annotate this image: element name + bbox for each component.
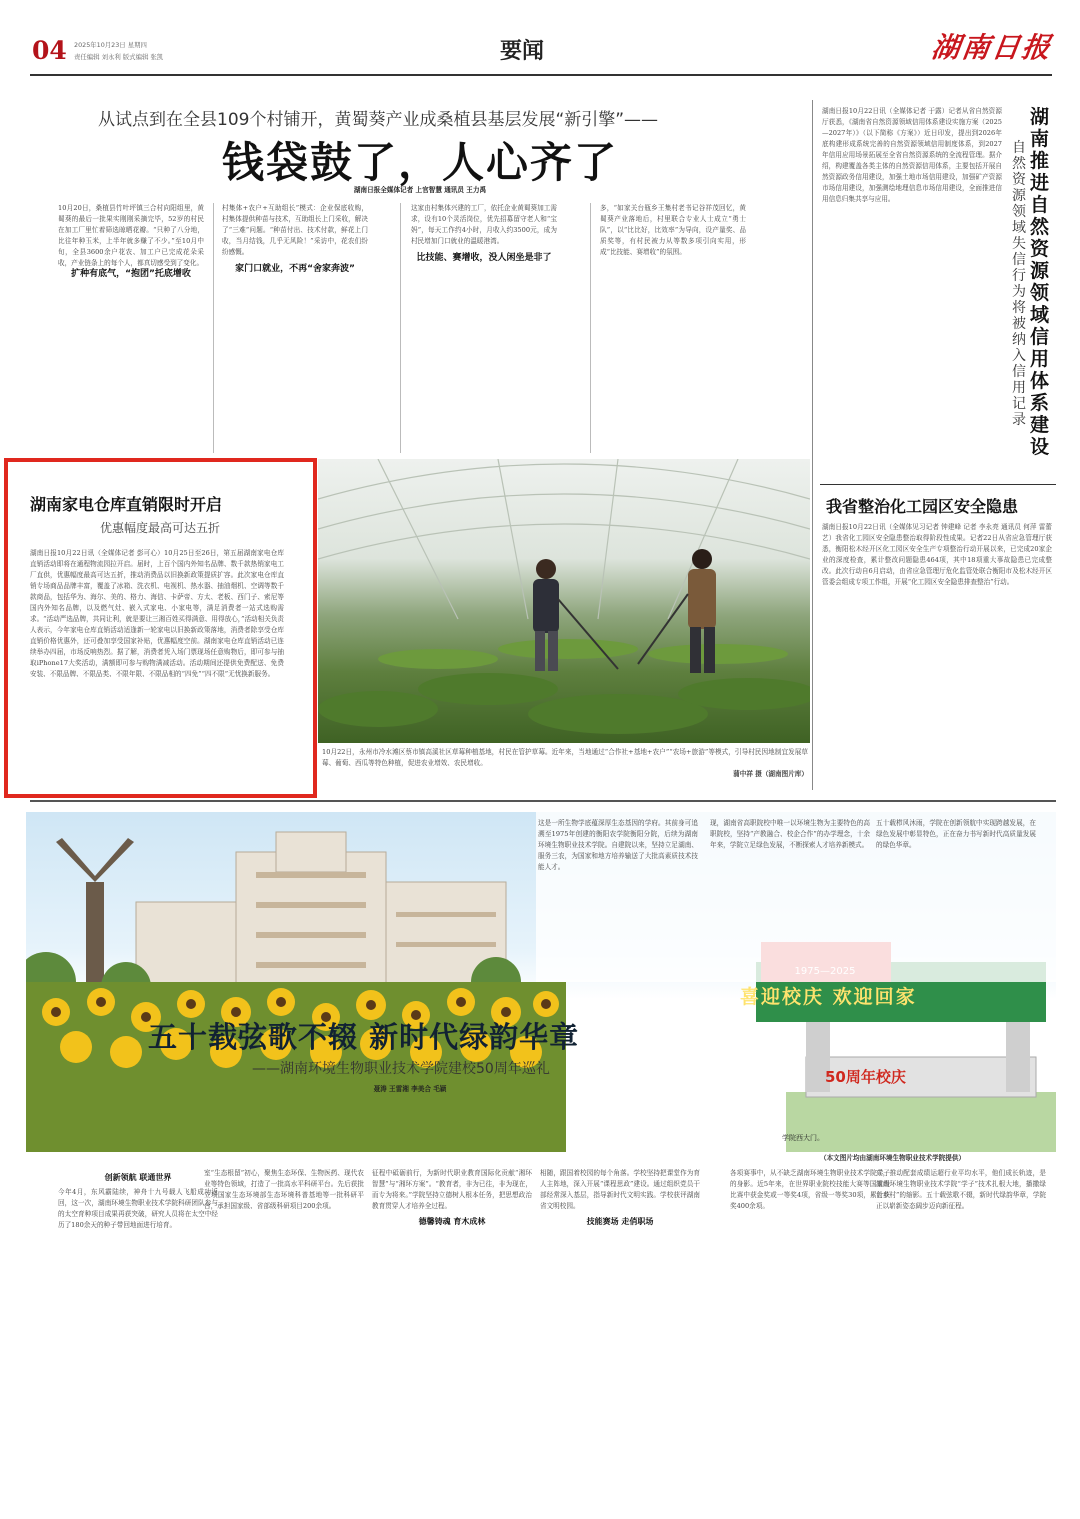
lead-kicker: 从试点到在全县109个村铺开，黄蜀葵产业成桑植县基层发展“新引擎”—— [98, 110, 659, 130]
newspaper-logo: 湖南日报 [929, 31, 1055, 64]
feature-subheadline: ——湖南环境生物职业技术学院建校50周年巡礼 [252, 1061, 550, 1077]
anniversary-sign: 50周年校庆 [825, 1068, 906, 1086]
right-rule [820, 484, 1056, 485]
feature-subhead-2: 德馨铸魂 育木成林 [418, 1217, 486, 1226]
section-title: 要闻 [500, 39, 545, 64]
lead-paragraph: 10月20日，桑植县竹叶坪镇三合村向阳组里，黄蜀葵的最后一批果实刚刚采摘完毕，52岁的村民在加工厂里忙着筛选晾晒花瓣。“只种了八分地，比往年种玉米，上半年就多赚了不少。”至10月中旬，全县3600余户花农、加工户已完成花朵采收，产业链条上的每个人，都真切感受到了变化。 [58, 204, 204, 267]
feature-column-2 [204, 1168, 364, 1510]
lead-paragraph: 村集体+农户+互助组长”模式：企业保底收购，村集体提供种苗与技术，互助组长上门采收，解决了“三难”问题。“种苗付出、技术付款，鲜花上门收，当月结钱，几乎无风险！”采访中，花农们纷纷感慨。 [222, 204, 368, 256]
anniversary-banner: 喜迎校庆 欢迎回家 [740, 986, 917, 1008]
lead-column-2 [222, 203, 368, 453]
right-vertical-subheadline: 自然资源领域失信行为将被纳入信用记录 [1012, 140, 1026, 428]
right-article-body: 湖南日报10月22日讯（全媒体记者 于露）记者从省自然资源厅获悉，《湖南省自然资源领域信用体系建设实施方案（2025—2027年）》（以下简称《方案》）近日印发，提出到2026年底构建形成系统完善的自然资源领域信用制度体系，到2027年信用应用场景拓展至全省自然资源系统的全流程管理。据介绍，构建覆盖各类主体的自然资源信用体系，主要包括开展自然资源政务信用建设，加强土地市场信用建设，加强矿产资源市场信用建设，加强测绘地理信息市场信用建设，全面推进信用信息归集共享与应用。 [822, 107, 1002, 203]
lead-paragraph: 这家由村集体兴建的工厂，依托企业黄蜀葵加工需求，设有10个灵活岗位，优先招募留守老人和“宝妈”，每天工作约4小时，月收入约3500元，成为村民增加门口就业的温暖港湾。 [411, 204, 557, 245]
feature-paragraph: 式，推动配套成绩运超行业平均水平，他们成长轨迹，是湖南环境生物职业技术学院“学子”技术扎根大地，播撒绿色乡村”的缩影。五十载弦歌不辍，新时代绿韵华章，学院正以崭新姿态阔步迈向新征程。 [876, 1169, 1046, 1210]
highlight-headline: 湖南家电仓库直销限时开启 [30, 495, 223, 514]
feature-column-6 [876, 1168, 1046, 1510]
lead-subhead-2: 家门口就业，不再“舍家奔波” [235, 264, 355, 274]
feature-column-3 [372, 1168, 532, 1510]
feature-intro-col-2: 现，湖南省高职院校中唯一以环境生物为主要特色的高职院校，坚持“产教融合、校企合作”的办学理念，十余年来，学院立足绿色发展，不断探索人才培养新模式。 [710, 819, 870, 849]
feature-photo-credit: （本文图片均由湖南环境生物职业技术学院提供） [820, 1154, 966, 1162]
column-divider [400, 203, 401, 453]
right-vertical-headline: 湖南推进自然资源领域信用体系建设 [1030, 106, 1050, 458]
lead-headline: 钱袋鼓了，人心齐了 [222, 138, 619, 187]
photo-caption-text: 10月22日，永州市冷水滩区蔡市镇高溪社区草莓种植基地，村民在管护草莓。近年来，当地通过“合作社+基地+农户”“农场+旅游”等模式，引导村民因地制宜发展草莓、葡萄、西瓜等特色种植，促进农业增效、农民增收。 [322, 748, 808, 767]
masthead-rule [30, 74, 1052, 76]
feature-paragraph: 征程中砥砺前行，为新时代职业教育国际化贡献“湘环智慧”与“湘环方案”。“教育者，非为已往，非为现在，而专为将来。”学院坚持立德树人根本任务，把思想政治教育贯穿人才培养全过程。 [372, 1169, 532, 1210]
right-article2-headline: 我省整治化工园区安全隐患 [826, 497, 1019, 516]
feature-paragraph: 相随，跟国着校园的每个角落。学校坚持把课堂作为育人主阵地，深入开展“课程思政”建设。通过组织党员干部经常深入基层，指导新时代文明实践。学校获评湖南省文明校园。 [540, 1169, 700, 1210]
feature-column-4 [540, 1168, 700, 1510]
column-divider [812, 100, 813, 790]
lead-subhead-3: 比技能、赛增收，没人闲坐是非了 [416, 253, 552, 263]
feature-headline: 五十载弦歌不辍 新时代绿韵华章 [148, 1020, 580, 1054]
feature-paragraph: 今年4月，东风霸陆续，神舟十九号载人飞船成功返回，这一次，湖南环境生物职业技术学院科研团队参与的太空育种项目成果再获突破，研究人员将在太空中经历了180余天的种子带回地面进行培育。 [58, 1188, 218, 1229]
feature-subhead-3: 技能赛场 走俏职场 [586, 1217, 654, 1226]
highlight-subheadline: 优惠幅度最高可达五折 [99, 521, 220, 535]
highlight-body: 湖南日报10月22日讯（全媒体记者 彭可心）10月25日至26日，第五届湖南家电仓库直销活动即将在通程物流园拉开启。届时，上百个国内外知名品牌、数千款热销家电工厂直供，优惠幅度最高可达五折，推动消费品以旧换新政策提质扩容。此次家电仓库直销专场商品品牌丰富，覆盖了冰箱、洗衣机、电视机、热水器、抽油烟机、空调等数千款商品，包括华为、海尔、美的、格力、海信、卡萨帝、方太、老板、西门子、索尼等国内外知名品牌，以及燃气灶、嵌入式家电、小家电等，满足消费者一站式选购需求。“活动严选品牌，共同让利，就是要让三湘百姓买得满意、用得放心，”活动相关负责人表示，今年家电仓库直销活动适逢新一轮家电以旧换新政策落地，消费者除享受仓库直销价格优惠外，还可叠加享受国家补贴，优惠幅度空前。湖南家电仓库直销活动已连续举办四届，市场反响热烈。据了解，消费者凭入场门票现场任意购物后，即可参与抽取iPhone17大奖活动，满额即可参与购物满减活动。活动期间还提供免费配送、免费安装、不限品牌、不限品类、不限年限、不限品相的“四免”“四不限”无忧换新服务。 [30, 549, 284, 678]
feature-column-1 [58, 1168, 218, 1510]
column-divider [213, 203, 214, 453]
lead-column-4 [600, 203, 746, 453]
page-number: 04 [32, 36, 67, 65]
feature-intro-col-3: 五十载栉风沐雨，学院在创新领航中实现跨越发展，在绿色发展中彰显特色，正在奋力书写新时代高质量发展的绿色华章。 [876, 819, 1036, 849]
feature-subhead-1: 创新领航 联通世界 [104, 1173, 172, 1182]
feature-intro-col-1: 这是一所生物学底蕴深厚生态基因的学府。其前身可追溯至1975年创建的衡阳农学院衡阳分院，后续为湖南环境生物职业技术学院。自建院以来，坚持立足湖南、服务三农，为国家和地方培养输送了大批高素质技术技能人才。 [538, 819, 698, 871]
feature-byline: 聂涛 王雷湘 李美合 毛颖 [373, 1085, 447, 1093]
lead-byline: 湖南日报全媒体记者 上官智慧 通讯员 王力禹 [353, 186, 487, 194]
lead-column-3 [411, 203, 557, 453]
feature-column-5 [730, 1168, 890, 1510]
lead-paragraph: 多，“如家关台瓶乡王集村老书记谷祥茂回忆，黄蜀葵产业落地后，村里联合专业人士成立“勇士队”，以“比比好，比效率”为导向，设产量奖、品质奖等，有村民被力从等数多项引向实用，形成“比技能、赛增收”的氛围。 [600, 204, 746, 256]
photo-credit: 蒲中祥 摄（湖南图片库） [733, 770, 808, 778]
photo-caption [322, 747, 808, 787]
greenhouse-photo [318, 459, 810, 743]
editors-line: 责任编辑 刘永利 版式编辑 张凯 [74, 53, 164, 61]
lead-column-1 [58, 203, 204, 453]
lead-subhead-1: 扩种有底气，“抱团”托底增收 [71, 269, 191, 279]
column-divider [590, 203, 591, 453]
feature-paragraph: 室“生态根留”初心，聚焦生态环保、生物医药、现代农业等特色领域，打造了一批高水平科研平台。先后获批立项国家生态环境部生态环境科普基地等一批科研平台，承担国家级、省部级科研项目200余项。 [204, 1169, 364, 1210]
date-line: 2025年10月23日 星期四 [74, 41, 147, 49]
greenhouse-illustration [318, 459, 810, 743]
section-rule [30, 800, 1056, 802]
right-article2-body: 湖南日报10月22日讯（全媒体见习记者 钟建峰 记者 李永亮 通讯员 何萍 雷蕾艺）我省化工园区安全隐患整治取得阶段性成果。记者22日从省应急管理厅获悉，衡阳松木经开区化工园区安全生产专项整治行动开展以来，已完成20家企业的深度检查，累计整改问题隐患464项，其中18项重大事故隐患已完成整改。此次行动自6月启动，由省应急管理厅危化监管处联合衡阳市及松木经开区管委会组成专项工作组，开展“化工园区安全隐患排查整治”行动。 [822, 523, 1052, 586]
feature-paragraph: 各项赛事中，从不缺乏湖南环境生物职业技术学院学子的身影。近5年来，在世界职业院校技能大赛等国家级比赛中获金奖或一等奖4项，省级一等奖30项，累计获奖400余项。 [730, 1169, 890, 1210]
gate-caption: 学院西大门。 [782, 1134, 824, 1142]
